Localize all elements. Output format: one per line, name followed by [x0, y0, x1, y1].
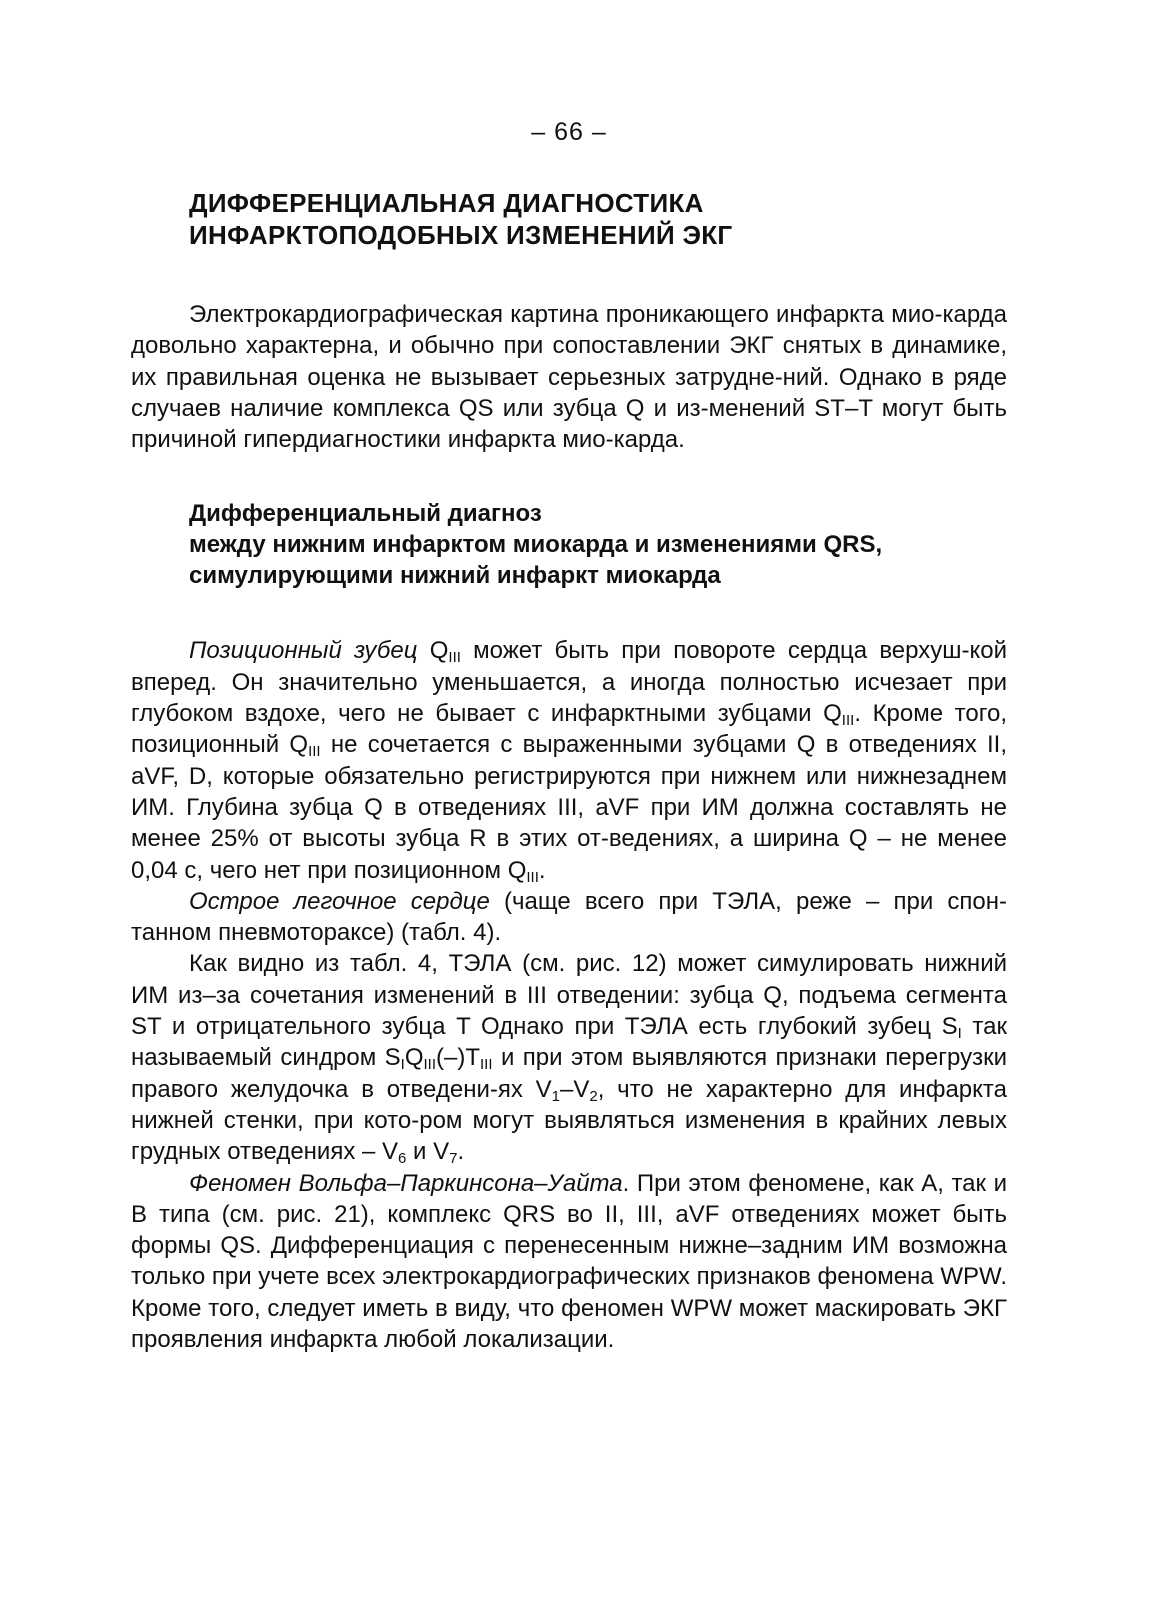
paragraph-text: и V: [406, 1138, 450, 1166]
paragraph-text: (–)T: [436, 1044, 481, 1072]
q-letter: Q: [289, 731, 309, 759]
paragraph-text: и при этом выявляются признаки перегрузки правого желудочка в отведени-ях V: [131, 1044, 1007, 1103]
document-page: [131, 118, 1007, 1355]
q-letter: Q: [429, 637, 449, 665]
acute-cor-pulmonale-term: Острое легочное сердце: [189, 887, 490, 915]
chapter-title: [189, 187, 1007, 251]
paragraph-text: .: [457, 1138, 465, 1166]
lead-iii-subscript: III: [448, 649, 461, 667]
paragraph-text: Как видно из табл. 4, ТЭЛА (см. рис. 12) может симулировать нижний ИМ из–за сочетания изменений в III отведении: зубца Q, подъема сегмента ST и отрицательного зубца T Однако при ТЭЛА есть глубокий зубец S: [131, 950, 1007, 1041]
page-number: – 66 –: [531, 118, 607, 146]
chapter-title-line-1: ДИФФЕРЕНЦИАЛЬНАЯ ДИАГНОСТИКА: [189, 188, 704, 218]
chapter-title-line-2: ИНФАРКТОПОДОБНЫХ ИЗМЕНЕНИЙ ЭКГ: [189, 220, 733, 250]
section-title-line-3: симулирующими нижний инфаркт миокарда: [189, 562, 721, 590]
lead-iii-subscript: III: [480, 1056, 493, 1074]
positional-q-term: Позиционный зубец: [189, 637, 418, 665]
lead-i-subscript: I: [957, 1025, 962, 1043]
paragraph-text: .: [538, 856, 546, 884]
section-title: [189, 498, 1007, 591]
section-title-line-1: Дифференциальный диагноз: [189, 500, 542, 528]
intro-paragraph: Электрокардиографическая картина проникающего инфаркта мио-карда довольно характерна, и обычно при сопоставлении ЭКГ снятых в динамике, их правильная оценка не вызывает серьезных затрудне-ний. Однако в ряде случаев наличие комплекса QS или зубца Q и из-менений ST–T могут быть причиной гипердиагностики инфаркта мио-карда.: [131, 301, 1007, 454]
lead-v2-subscript: 2: [589, 1087, 598, 1105]
paragraph-text: . При этом феномене, как А, так и В типа (см. рис. 21), комплекс QRS во II, III, aVF отведениях может быть формы QS. Дифференциация с перенесенным нижне–задним ИМ возможна только при учете всех электрокардиографических признаков феномена WPW. Кроме того, следует иметь в виду, что феномен WPW может маскировать ЭКГ проявления инфаркта любой локализации.: [131, 1169, 1008, 1354]
paragraph-text: так называемый синдром S: [131, 1013, 1007, 1072]
lead-i-subscript: I: [400, 1056, 405, 1074]
lead-iii-subscript: III: [423, 1056, 437, 1074]
q-letter: Q: [507, 856, 527, 884]
pe-paragraph: [131, 948, 1007, 1167]
q-letter: Q: [823, 700, 842, 728]
lead-v6-subscript: 6: [398, 1150, 407, 1168]
acute-cor-pulmonale-paragraph: [131, 886, 1007, 949]
paragraph-text: не сочетается с выраженными зубцами Q в отведениях II, aVF, D, которые обязательно регистрируются при нижнем или нижнезаднем ИМ. Глубина зубца Q в отведениях III, aVF при ИМ должна составлять не менее 25% от высоты зубца R в этих от-ведениях, а ширина Q – не менее 0,04 с, чего нет при позиционном: [131, 731, 1007, 884]
paragraph-text: –V: [559, 1075, 590, 1103]
paragraph-text: (чаще всего при ТЭЛА, реже – при спон-танном пневмотораксе) (табл. 4).: [131, 887, 1008, 947]
paragraph-text: может быть при повороте сердца верхуш-кой вперед. Он значительно уменьшается, а иногда полностью исчезает при глубоком вздохе, чего не бывает с инфарктными зубцами: [131, 637, 1008, 728]
lead-iii-subscript: III: [308, 743, 321, 761]
wpw-paragraph: [131, 1168, 1007, 1356]
lead-iii-subscript: III: [526, 868, 539, 886]
paragraph-text: Q: [404, 1044, 424, 1072]
paragraph-text: , что не характерно для инфаркта нижней стенки, при кото-ром могут выявляться изменения в крайних левых грудных отведениях – V: [131, 1075, 1007, 1166]
positional-q-paragraph: [131, 635, 1007, 885]
wpw-term: Феномен Вольфа–Паркинсона–Уайта: [189, 1169, 623, 1197]
lead-iii-subscript: III: [841, 712, 855, 730]
paragraph-text: . Кроме того, позиционный: [131, 700, 1007, 759]
section-title-line-2: между нижним инфарктом миокарда и изменениями QRS,: [189, 531, 883, 559]
lead-v1-subscript: 1: [551, 1087, 560, 1105]
lead-v7-subscript: 7: [449, 1150, 458, 1168]
